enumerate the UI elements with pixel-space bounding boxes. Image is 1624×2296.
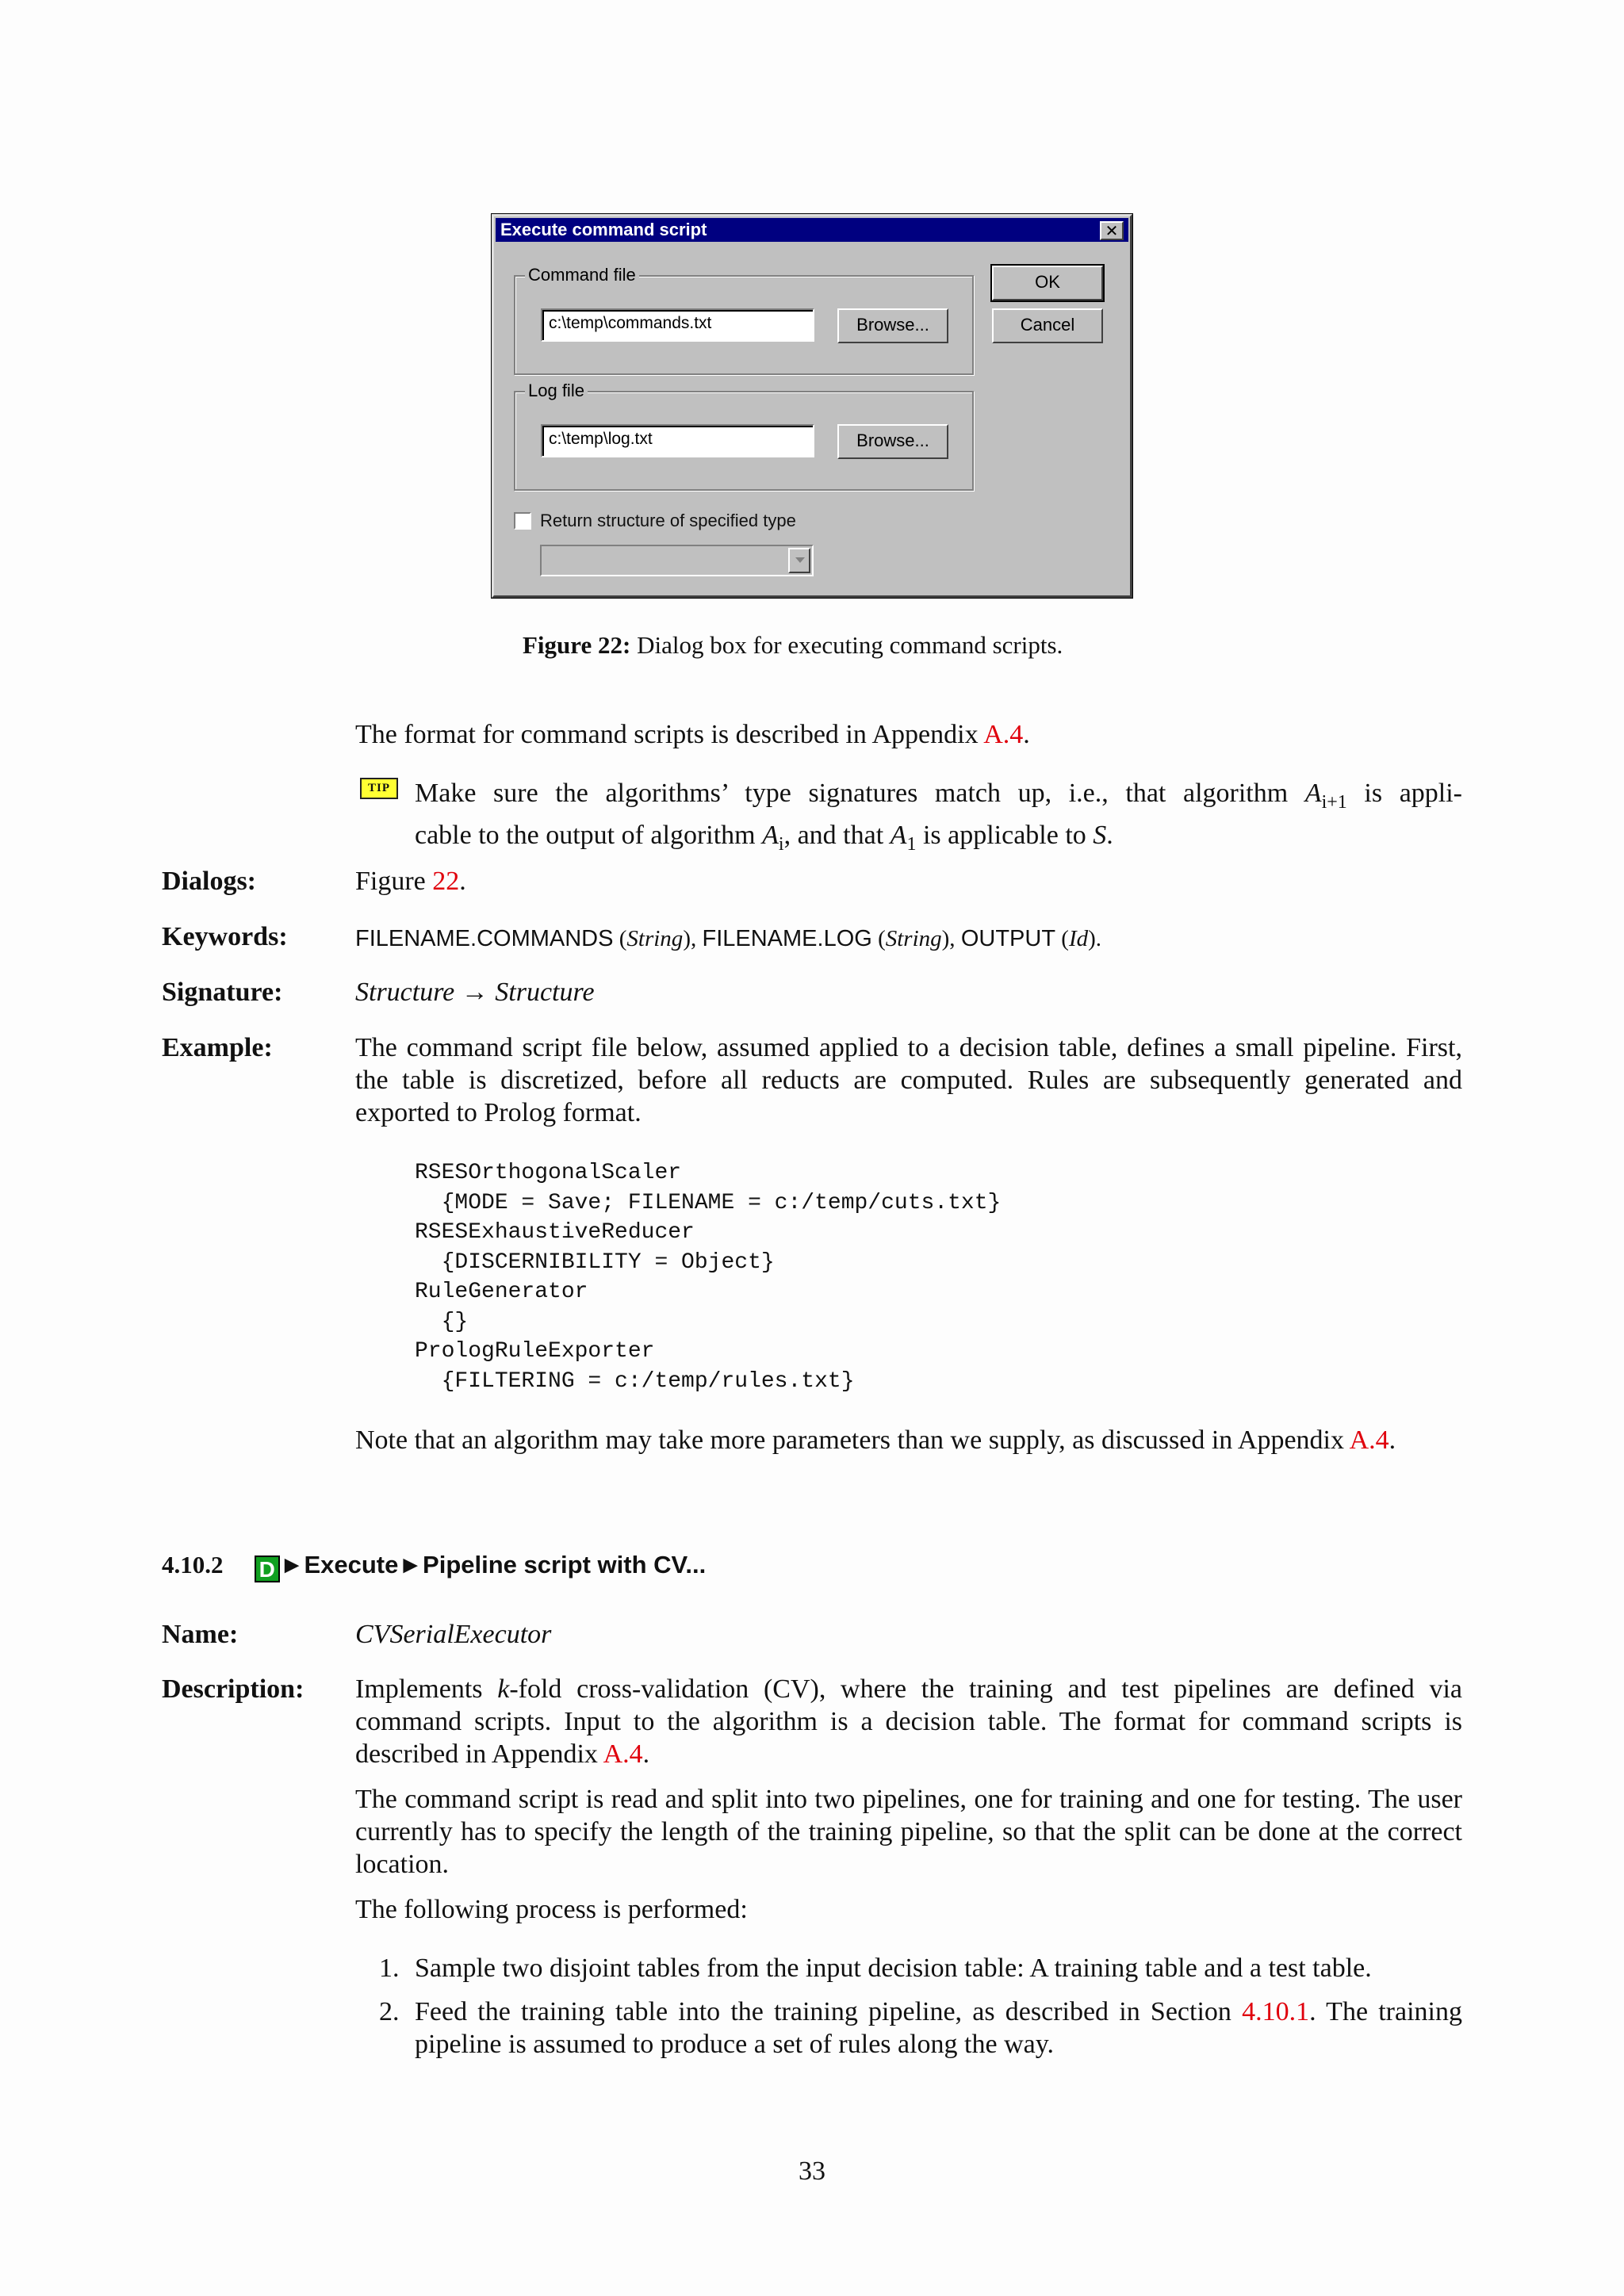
list-item-number: 2. [379,1997,400,2026]
close-icon: ✕ [1105,223,1119,240]
desc-p1-b: -fold cross-validation (CV), where the training and test pipelines are defined via command scripts. Input to the algorithm is a decision table. The format for command scripts is described in Appendix [355,1674,1462,1769]
keyword-commands: FILENAME.COMMANDS [355,926,614,951]
keywords-label: Keywords: [162,922,288,951]
tip-text [415,777,1462,861]
dialogs-value [355,865,466,897]
keyword-output: OUTPUT [960,926,1056,951]
log-file-group [514,381,974,491]
list-item-2-a: Feed the training table into the training pipeline, as described in Section [415,1997,1243,2026]
signature-value: Structure → Structure [355,978,595,1007]
process-list [379,1952,1462,2061]
description-p2: The command script is read and split into two pipelines, one for training and one for testing. The user currently has to specify the length of the training pipeline, so that the split can be done at the correct location. [355,1785,1462,1879]
description-p3: The following process is performed: [355,1895,748,1924]
list-item-2-b: . The training pipeline is assumed to produce a set of rules along the way. [415,1997,1462,2059]
section-title-b: Pipeline script with CV... [423,1551,707,1578]
appendix-link-2[interactable]: A.4 [1349,1425,1389,1455]
tip-line-1 [415,777,1462,819]
chevron-down-icon[interactable] [788,548,810,573]
signature-label: Signature: [162,978,283,1007]
tip-badge: TIP [360,778,398,799]
list-item-number: 1. [379,1954,400,1983]
tip-sub-b: i [778,833,784,855]
tip-line2-d: . [1106,820,1113,850]
tip-line2-a: cable to the output of algorithm [415,820,763,850]
section-number: 4.10.2 [162,1551,224,1578]
figure-link[interactable]: 22 [432,867,460,896]
dialogs-end: . [459,867,466,896]
list-item-text [415,1996,1462,2061]
tip-var-c: A [890,820,907,850]
execute-command-script-dialog [492,214,1132,598]
close-button[interactable] [1100,221,1124,240]
keyword-log-type: String [885,926,942,951]
keywords-value: FILENAME.COMMANDS (String), FILENAME.LOG (String), OUTPUT (Id). [355,926,1102,951]
command-file-input[interactable]: c:\temp\commands.txt [541,308,814,342]
d-badge-icon: D [255,1556,280,1582]
note-end: . [1388,1425,1396,1455]
return-structure-checkbox[interactable] [514,512,531,530]
list-item-text: Sample two disjoint tables from the input decision table: A training table and a test table. [415,1954,1372,1983]
format-paragraph [355,718,1462,751]
structure-type-select[interactable] [540,545,814,576]
ok-button[interactable]: OK [992,266,1103,300]
note-paragraph [355,1424,1462,1456]
tip-line2-b: , and that [783,820,891,850]
example-text: The command script file below, assumed applied to a decision table, defines a small pipeline. First, the table is discretized, before all reducts are computed. Rules are subsequently generated and exported to Prolog format. [355,1033,1462,1127]
return-structure-label: Return structure of specified type [540,511,796,530]
section-heading [162,1549,706,1582]
format-end: . [1023,720,1030,749]
arrow-icon: ► [279,1551,304,1578]
figure-caption-text: Dialog box for executing command scripts. [637,631,1063,659]
name-label: Name: [162,1620,239,1649]
tip-line1-b: is appli- [1346,779,1462,808]
tip-var-s: S [1093,820,1107,850]
code-block [415,1158,1001,1396]
tip-line-2 [415,819,1462,861]
dialogs-label: Dialogs: [162,867,256,896]
log-file-label: Log file [525,381,588,401]
log-file-input[interactable]: c:\temp\log.txt [541,424,814,457]
dialogs-text: Figure [355,867,433,896]
tip-var-b: A [762,820,779,850]
desc-p1-a: Implements [355,1674,498,1704]
code-line: RSESOrthogonalScaler [415,1161,682,1185]
log-file-browse-button[interactable]: Browse... [837,424,948,459]
code-line: {MODE = Save; FILENAME = c:/temp/cuts.txt} [441,1190,1002,1215]
command-file-browse-button[interactable]: Browse... [837,308,948,343]
figure-caption [523,630,1063,660]
code-line: {FILTERING = c:/temp/rules.txt} [415,1368,855,1394]
name-value: CVSerialExecutor [355,1620,552,1649]
command-file-group [514,265,974,375]
appendix-link[interactable]: A.4 [983,720,1024,749]
command-file-label: Command file [525,265,639,285]
keyword-log: FILENAME.LOG [702,926,872,951]
appendix-link-3[interactable]: A.4 [603,1739,643,1769]
code-line: RuleGenerator [415,1280,588,1304]
tip-line1-a: Make sure the algorithms’ type signatures match up, i.e., that algorithm [415,779,1305,808]
section-title-a: Execute [304,1551,399,1578]
tip-sub-a: i+1 [1321,791,1347,813]
code-line: {} [441,1309,469,1334]
figure-caption-label: Figure 22: [523,631,631,659]
section-link[interactable]: 4.10.1 [1242,1997,1310,2026]
cancel-button[interactable]: Cancel [992,308,1103,343]
arrow-icon-2: ► [398,1551,423,1578]
description-label: Description: [162,1674,304,1704]
list-item [379,1952,1462,1984]
tip-var-a: A [1304,779,1322,808]
code-line: RSESExhaustiveReducer [415,1220,695,1245]
dialog-titlebar [496,218,1128,242]
desc-k: k [497,1674,510,1704]
code-line: {DISCERNIBILITY = Object} [441,1249,775,1275]
keyword-output-type: Id [1068,926,1089,951]
code-line: PrologRuleExporter [415,1339,655,1364]
description-p1 [355,1673,1462,1770]
tip-line2-c: is applicable to [916,820,1094,850]
keyword-commands-type: String [626,926,684,951]
dialog-title: Execute command script [500,220,707,239]
code-listing [415,1158,1001,1396]
page-number: 33 [799,2156,825,2186]
example-label: Example: [162,1033,273,1062]
list-item [379,1996,1462,2061]
tip-sub-c: 1 [906,833,917,855]
format-text: The format for command scripts is described in Appendix [355,720,984,749]
desc-p1-end: . [642,1739,650,1769]
note-text: Note that an algorithm may take more parameters than we supply, as discussed in Appendix [355,1425,1350,1455]
